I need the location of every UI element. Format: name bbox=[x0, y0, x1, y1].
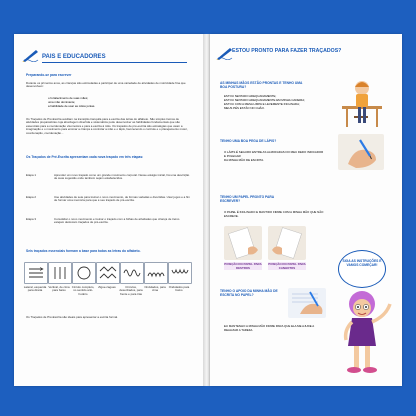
step-text: Aprender um novo traçado como um grande movimento corporal. Nesse estágio inicial, há uma descrição de suas sugestão onde também sejam estabelecidos. bbox=[54, 173, 190, 181]
step-label: Etapa 2 bbox=[26, 195, 36, 199]
step-label: Etapa 3 bbox=[26, 217, 36, 221]
stroke-label: Zigue-zagues bbox=[98, 285, 116, 289]
list-item: ESTOU COM A MESA LIMPA E LEVEMENTE INCLINADA; bbox=[224, 102, 300, 106]
stroke-box-circle bbox=[72, 262, 96, 284]
stroke-label: Lateral, esquerda para direita bbox=[23, 285, 47, 293]
hand-holding-pencil-photo bbox=[338, 134, 384, 170]
title-underline bbox=[42, 62, 187, 63]
step-label: Etapa 1 bbox=[26, 173, 36, 177]
list-item: ESTOU SENTADO ADEQUADAMENTE; bbox=[224, 94, 277, 98]
page-footer-note: Os Traçados de Pré-Escrita são ideais para apresentar a escrita formal. bbox=[26, 315, 118, 319]
wave-down-icon bbox=[169, 263, 191, 283]
left-page bbox=[14, 34, 204, 386]
question-heading: TENHO UMA BOA PEGA DE LÁPIS? bbox=[220, 139, 277, 143]
list-item: O LÁPIS É SEGURO ENTRE AS ALMOFADAS DO MEU DEDO INDICADOR E POLEGAR bbox=[224, 150, 324, 158]
paper-position-left-handed-photo bbox=[268, 226, 306, 260]
section-intro: Durante os primeiros anos, as crianças são estimuladas a participar de uma variedade de atividades de motricidade fina que desenvolvem: bbox=[26, 81, 186, 89]
child-at-desk-illustration bbox=[336, 76, 388, 130]
stroke-label: Vertical, de cima para baixo bbox=[48, 285, 70, 293]
section-heading: Seis traçados essenciais formam a base para todas as letras do alfabeto. bbox=[26, 249, 141, 253]
stroke-label: Ondulados, para cima bbox=[144, 285, 166, 293]
stroke-label: Círculos, desenhados, para frente e para trás bbox=[119, 285, 143, 296]
paper-position-right-handed-photo bbox=[224, 226, 262, 260]
checklist bbox=[220, 94, 330, 110]
question-heading: TENHO O APOIO DA MINHA MÃO DE ESCRITA NO PAPEL? bbox=[220, 289, 278, 297]
stroke-box-loops bbox=[120, 262, 144, 284]
stroke-box-zigzag bbox=[96, 262, 120, 284]
stroke-label: Ondulados para baixo bbox=[168, 285, 190, 293]
checklist bbox=[220, 210, 328, 218]
loops-icon bbox=[121, 263, 143, 283]
question-heading: TENHO UM PAPEL PRONTO PARA ESCREVER? bbox=[220, 195, 275, 203]
stroke-box-vertical bbox=[48, 262, 72, 284]
list-item: EU MANTENHO A MINHA MÃO FIRME PARA QUE ELA ME AJUDE A REALIZAR A TAREFA. bbox=[224, 324, 315, 332]
section-body: Os Traçados de Pré-Escrita auxiliam na transição tranquila para a escrita das letras do alfabeto. São simples treinos de atividades preparatórias cuja abordagem divertida e sistemática pode desenvolver as habilidades fundamentais que são essenciais para a coordenação visomotora e para a escrita à mão. Os traçados de pré-escrita são estratégias que usam a imaginação e o movimento para ensinar a criança a controlar a mão e o lápis, favorecendo o controle e o planejamento motor, coordenação, coordenação... bbox=[26, 117, 188, 135]
stroke-label: Círculo completo, no sentido anti-horário bbox=[71, 285, 95, 296]
page-title: ESTOU PRONTO PARA FAZER TRAÇADOS? bbox=[232, 48, 342, 54]
list-item: O PAPEL É INCLINADO E MANTIDO FIRME COM A MINHA MÃO QUE NÃO ESCREVE. bbox=[224, 210, 324, 218]
list-item: uma mão dominante; bbox=[48, 100, 76, 104]
list-item: DA MINHA MÃO DE ESCRITA. bbox=[224, 158, 264, 162]
section-heading: Preparando-se para escrever bbox=[26, 73, 72, 77]
stroke-box-wave-down bbox=[168, 262, 192, 284]
wave-up-icon bbox=[145, 263, 167, 283]
circle-icon bbox=[73, 263, 95, 283]
step-text: Use atividades de sete para treinar o novo movimento, de formas variadas e divertidas. Usar jogos e a fim de formar uma memória para que é seu traçado de pré-escrita. bbox=[54, 195, 190, 203]
bullet-list bbox=[44, 96, 174, 108]
checklist bbox=[220, 324, 328, 332]
checklist bbox=[220, 150, 324, 162]
horizontal-lines-icon bbox=[25, 263, 47, 283]
question-heading: AS MINHAS MÃOS ESTÃO PRONTAS E TENHO UMA BOA POSTURA? bbox=[220, 81, 303, 89]
pencil-icon bbox=[22, 48, 40, 62]
photo-caption: POSIÇÃO DO PAPEL PARA DESTROS bbox=[224, 262, 262, 270]
vertical-lines-icon bbox=[49, 263, 71, 283]
page-title: PAIS E EDUCADORES bbox=[42, 54, 106, 60]
photo-caption: POSIÇÃO DO PAPEL PARA CANHOTOS bbox=[268, 262, 306, 270]
zigzag-icon bbox=[97, 263, 119, 283]
hand-on-paper-photo bbox=[288, 288, 326, 318]
mascot-girl-illustration bbox=[334, 286, 396, 378]
list-item: ESTOU SENTADO ADEQUADAMENTE EM MINHA CADEIRA; bbox=[224, 98, 306, 102]
list-item: a habilidade de usar as mãos juntas. bbox=[48, 104, 96, 108]
list-item: MEUS PÉS ESTÃO NO CHÃO. bbox=[224, 106, 265, 110]
stroke-box-lateral bbox=[24, 262, 48, 284]
speech-bubble: SIGA AS INSTRUÇÕES E VAMOS COMEÇAR! bbox=[338, 250, 386, 288]
stroke-box-wave-up bbox=[144, 262, 168, 284]
list-item: o fortalecimento de suas mãos; bbox=[48, 96, 89, 100]
step-text: Consolidar o novo movimento e treinar o traçado com a folhas de atividades que criança de treino estejam deslocam traçados de pré-escrita. bbox=[54, 217, 180, 225]
section-heading: Os Traçados de Pré-Escrita apresentam cada nova traçado em três etapas: bbox=[26, 155, 144, 159]
right-page bbox=[210, 34, 402, 386]
